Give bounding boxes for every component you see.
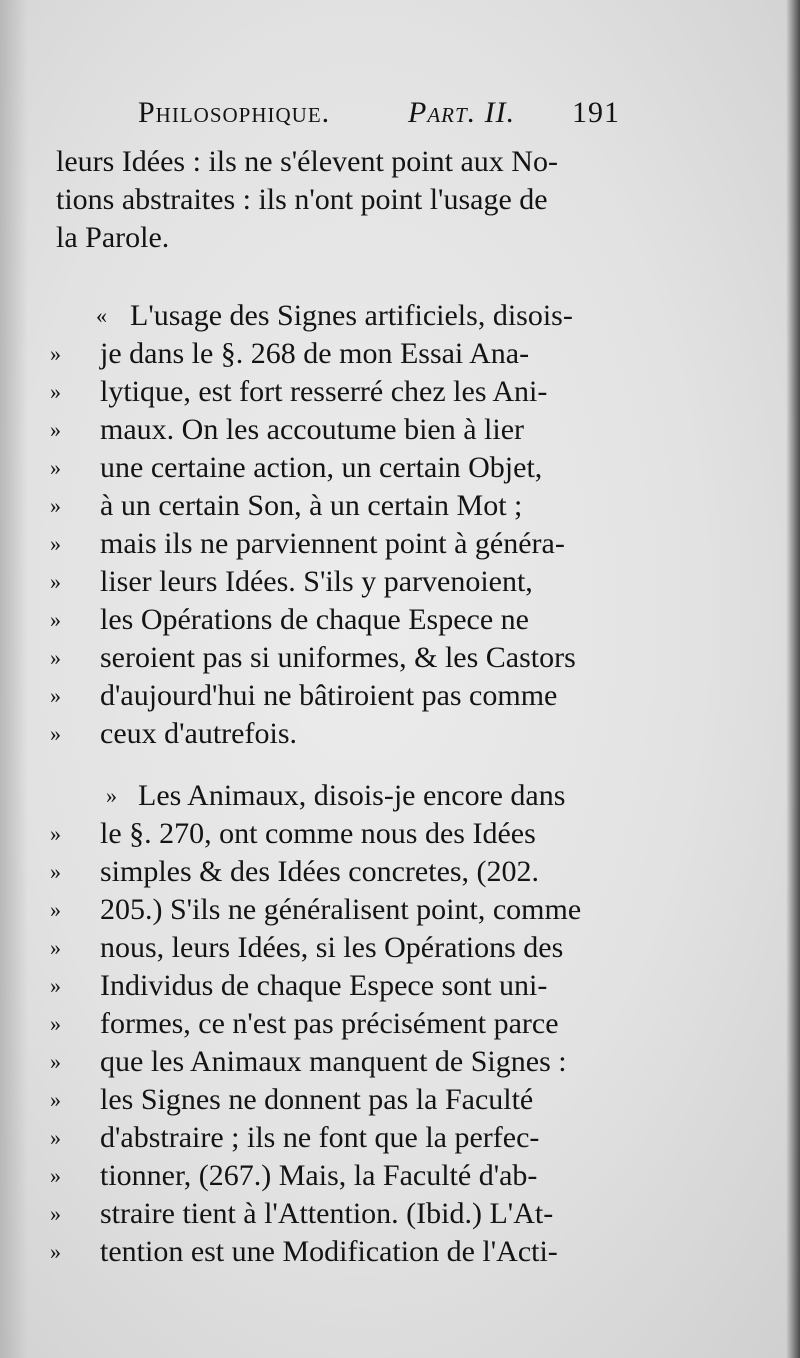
line-text: tions abstraites : ils n'ont point l'usage de [56,183,548,216]
quoted-line [50,1233,650,1271]
quoted-line [50,601,650,639]
running-head [138,96,620,136]
guillemet: » [50,1163,61,1188]
quoted-line [50,777,650,815]
quoted-line [50,715,650,753]
quoted-line [50,411,650,449]
line-text: tionner, (267.) Mais, la Faculté d'ab- [100,1159,538,1192]
quoted-line [50,373,650,411]
guillemet: » [50,897,61,922]
quoted-line [50,639,650,677]
line-text: d'abstraire ; ils ne font que la perfec- [100,1121,540,1154]
line-text: tention est une Modification de l'Acti- [100,1235,558,1268]
quoted-line [50,297,650,335]
line-text: ceux d'autrefois. [100,717,297,750]
line-text: lytique, est fort resserré chez les Ani- [100,375,548,408]
line-text: liser leurs Idées. S'ils y parvenoient, [100,565,533,598]
quoted-line [50,1081,650,1119]
guillemet: » [50,1239,61,1264]
guillemet: » [106,783,117,808]
line-text: mais ils ne parviennent point à généra- [100,527,565,560]
guillemet: » [50,859,61,884]
quoted-line [50,1119,650,1157]
quoted-line [50,815,650,853]
page-number: 191 [572,96,620,129]
line-text: le §. 270, ont comme nous des Idées [100,817,536,850]
line-text: simples & des Idées concretes, (202. [100,855,540,888]
line-text: leurs Idées : ils ne s'élevent point aux No- [56,145,558,178]
text-line [50,181,650,219]
guillemet: » [50,455,61,480]
running-head-title: Philosophique. [138,96,331,129]
guillemet: » [50,531,61,556]
page-edge-shadow [786,0,800,1358]
quoted-line [50,853,650,891]
guillemet: » [50,341,61,366]
guillemet: » [50,935,61,960]
guillemet: » [50,417,61,442]
quoted-line [50,1005,650,1043]
line-text: nous, leurs Idées, si les Opérations des [100,931,564,964]
quoted-line [50,487,650,525]
guillemet: » [50,569,61,594]
quoted-line [50,525,650,563]
text-line [50,219,650,257]
guillemet: » [50,493,61,518]
quoted-line [50,563,650,601]
line-text: Les Animaux, disois-je encore dans [138,779,566,812]
line-text: Individus de chaque Espece sont uni- [100,969,548,1002]
guillemet: » [50,379,61,404]
line-text: les Opérations de chaque Espece ne [100,603,529,636]
line-text: maux. On les accoutume bien à lier [100,413,525,446]
line-text: une certaine action, un certain Objet, [100,451,543,484]
quoted-line [50,1157,650,1195]
quoted-line [50,929,650,967]
quoted-line [50,335,650,373]
line-text: je dans le §. 268 de mon Essai Ana- [100,337,530,370]
guillemet: » [50,1125,61,1150]
guillemet: » [50,683,61,708]
quoted-line [50,1043,650,1081]
line-text: que les Animaux manquent de Signes : [100,1045,567,1078]
guillemet: » [50,645,61,670]
line-text: la Parole. [56,221,170,254]
quoted-line [50,891,650,929]
line-text: les Signes ne donnent pas la Faculté [100,1083,534,1116]
quoted-line [50,677,650,715]
quoted-line [50,967,650,1005]
guillemet: » [50,1011,61,1036]
line-text: straire tient à l'Attention. (Ibid.) L'At- [100,1197,554,1230]
guillemet: » [50,721,61,746]
page-gutter-shadow [0,0,28,1358]
running-head-part: Part. II. [408,96,516,129]
text-line [50,143,650,181]
guillemet: » [50,973,61,998]
guillemet: » [50,1201,61,1226]
line-text: L'usage des Signes artificiels, disois- [130,299,573,332]
guillemet: » [50,607,61,632]
line-text: seroient pas si uniformes, & les Castors [100,641,576,674]
guillemet: « [96,303,107,328]
quoted-line [50,449,650,487]
guillemet: » [50,821,61,846]
guillemet: » [50,1087,61,1112]
line-text: formes, ce n'est pas précisément parce [100,1007,559,1040]
line-text: à un certain Son, à un certain Mot ; [100,489,523,522]
guillemet: » [50,1049,61,1074]
quoted-line [50,1195,650,1233]
line-text: 205.) S'ils ne généralisent point, comme [100,893,582,926]
line-text: d'aujourd'hui ne bâtiroient pas comme [100,679,558,712]
